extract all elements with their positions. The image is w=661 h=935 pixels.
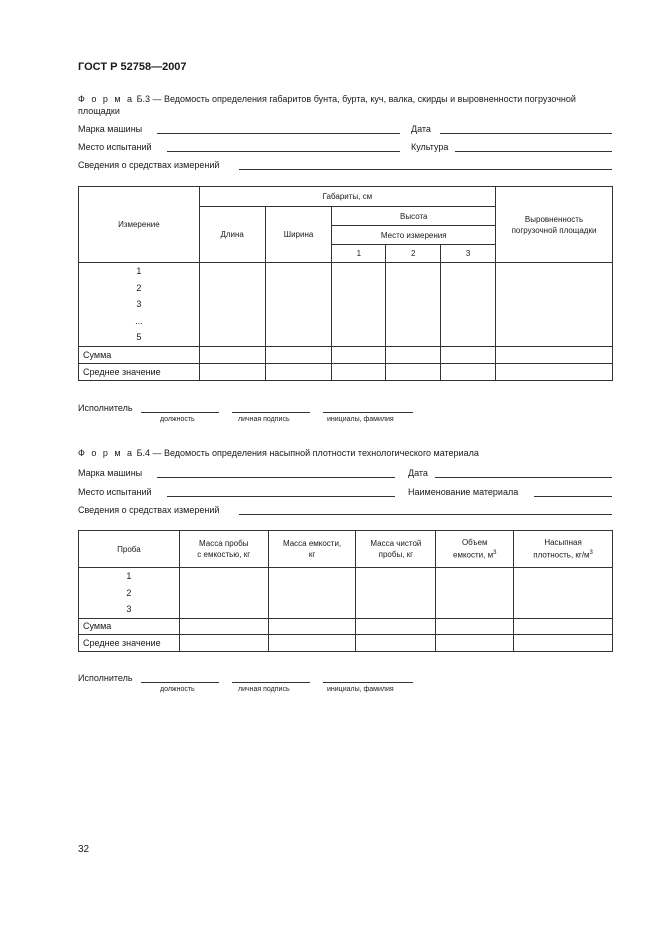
row-number: ... <box>135 315 143 326</box>
header-text: Масса пробы <box>199 539 249 548</box>
data-cell[interactable] <box>386 364 441 381</box>
data-cell[interactable] <box>514 618 613 634</box>
form-b4-date-label: Дата <box>408 468 428 478</box>
header-text: Насыпная <box>544 538 582 548</box>
data-cell[interactable] <box>199 347 265 364</box>
header-text: Объем <box>461 538 488 548</box>
header-text: кг <box>308 550 316 559</box>
data-cell[interactable] <box>268 568 356 619</box>
header-text: пробы, кг <box>378 550 414 559</box>
form-b4-instruments-field[interactable] <box>239 514 612 515</box>
form-b3-sign-caption: личная подпись <box>238 416 290 423</box>
data-cell[interactable] <box>265 347 332 364</box>
form-b3-title-text: Б.3 — Ведомость определения габаритов бунта, бурта, куч, валка, скирды и выровненности погрузочной <box>134 94 576 104</box>
form-b4-sign-field[interactable] <box>232 682 310 683</box>
data-cell[interactable] <box>496 364 613 381</box>
form-b3-title-line2: площадки <box>78 106 120 116</box>
row-numbers-cell <box>79 263 200 347</box>
row-number: 2 <box>126 587 132 598</box>
form-b4-machine-field[interactable] <box>157 477 395 478</box>
data-cell[interactable] <box>268 618 356 634</box>
page-number: 32 <box>78 844 90 855</box>
header-height: Высота <box>332 207 496 226</box>
data-cell[interactable] <box>514 634 613 651</box>
form-b3-position-caption: должность <box>160 416 195 423</box>
header-evenness-text: Выровненность погрузочной площадки <box>511 214 597 235</box>
header-container-mass <box>268 531 356 568</box>
data-cell[interactable] <box>265 364 332 381</box>
row-mean-label: Среднее значение <box>79 634 180 651</box>
data-cell[interactable] <box>265 263 332 347</box>
data-cell[interactable] <box>441 347 496 364</box>
form-b4-executor-label: Исполнитель <box>78 673 133 683</box>
data-cell[interactable] <box>514 568 613 619</box>
header-net-mass <box>356 531 436 568</box>
form-b4-title-text: Б.4 — Ведомость определения насыпной плотности технологического материала <box>134 448 479 458</box>
form-b3-instruments-label: Сведения о средствах измерений <box>78 160 220 170</box>
header-dimensions: Габариты, см <box>199 187 495 207</box>
form-b4-place-field[interactable] <box>167 496 395 497</box>
data-cell[interactable] <box>436 618 514 634</box>
header-place-of-measurement: Место измерения <box>332 226 496 245</box>
header-mass-with-container <box>179 531 268 568</box>
data-cell[interactable] <box>332 263 386 347</box>
header-text: Масса чистой <box>370 539 422 548</box>
form-b4-position-field[interactable] <box>141 682 219 683</box>
data-cell[interactable] <box>496 347 613 364</box>
form-b4-machine-label: Марка машины <box>78 468 143 478</box>
row-sum-label: Сумма <box>79 347 200 364</box>
form-b4-place-label: Место испытаний <box>78 487 152 497</box>
header-sample: Проба <box>79 531 180 568</box>
data-cell[interactable] <box>179 618 268 634</box>
header-width: Ширина <box>265 207 332 263</box>
row-mean-label: Среднее значение <box>79 364 200 381</box>
data-cell[interactable] <box>332 347 386 364</box>
row-numbers-cell <box>79 568 180 619</box>
data-cell[interactable] <box>199 364 265 381</box>
form-b3-place-label: Место испытаний <box>78 142 152 152</box>
form-b3-label: Ф о р м а <box>78 94 135 104</box>
data-cell[interactable] <box>356 634 436 651</box>
row-number: 3 <box>136 299 142 310</box>
form-b3-place-field[interactable] <box>167 151 400 152</box>
form-b3-name-field[interactable] <box>323 412 413 413</box>
form-b3-title <box>78 93 618 117</box>
header-measurement: Измерение <box>79 187 200 263</box>
data-cell[interactable] <box>268 634 356 651</box>
form-b3-executor-label: Исполнитель <box>78 403 133 413</box>
data-cell[interactable] <box>199 263 265 347</box>
header-sub-1: 1 <box>332 245 386 263</box>
data-cell[interactable] <box>179 634 268 651</box>
row-number: 5 <box>136 332 142 343</box>
form-b4-title <box>78 448 479 458</box>
data-cell[interactable] <box>356 568 436 619</box>
row-sum-label: Сумма <box>79 618 180 634</box>
data-cell[interactable] <box>441 263 496 347</box>
superscript: 3 <box>493 550 497 557</box>
row-number: 1 <box>126 571 132 581</box>
form-b4-table <box>78 530 613 652</box>
form-b4-date-field[interactable] <box>435 477 612 478</box>
data-cell[interactable] <box>332 364 386 381</box>
form-b3-table <box>78 186 613 381</box>
form-b3-machine-label: Марка машины <box>78 124 143 134</box>
header-volume <box>436 531 514 568</box>
header-sub-3: 3 <box>441 245 496 263</box>
header-text: с емкостью, кг <box>197 550 251 559</box>
header-text: Масса емкости, <box>282 539 342 548</box>
form-b3-position-field[interactable] <box>141 412 219 413</box>
document-title: ГОСТ Р 52758—2007 <box>78 61 187 73</box>
form-b3-date-field[interactable] <box>440 133 612 134</box>
form-b4-material-label: Наименование материала <box>408 487 519 497</box>
form-b3-crop-label: Культура <box>411 142 449 152</box>
header-length: Длина <box>199 207 265 263</box>
form-b3-instruments-field[interactable] <box>239 169 612 170</box>
row-number: 2 <box>136 282 142 293</box>
data-cell[interactable] <box>441 364 496 381</box>
form-b3-crop-field[interactable] <box>455 151 612 152</box>
form-b4-label: Ф о р м а <box>78 448 135 458</box>
header-sub-2: 2 <box>386 245 441 263</box>
data-cell[interactable] <box>356 618 436 634</box>
data-cell[interactable] <box>386 347 441 364</box>
header-evenness <box>496 187 613 263</box>
form-b3-date-label: Дата <box>411 124 431 134</box>
data-cell[interactable] <box>179 568 268 619</box>
data-cell[interactable] <box>386 263 441 347</box>
header-density <box>514 531 613 568</box>
form-b3-name-caption: инициалы, фамилия <box>327 416 394 423</box>
form-b3-sign-field[interactable] <box>232 412 310 413</box>
data-cell[interactable] <box>436 634 514 651</box>
form-b4-name-caption: инициалы, фамилия <box>327 686 394 693</box>
header-text: плотность, кг/м <box>533 550 590 560</box>
form-b4-position-caption: должность <box>160 686 195 693</box>
form-b3-machine-field[interactable] <box>157 133 400 134</box>
row-number: 3 <box>126 604 132 614</box>
form-b4-sign-caption: личная подпись <box>238 686 290 693</box>
data-cell[interactable] <box>436 568 514 619</box>
form-b4-material-field[interactable] <box>534 496 612 497</box>
superscript: 3 <box>589 550 593 557</box>
form-b4-instruments-label: Сведения о средствах измерений <box>78 505 220 515</box>
row-number: 1 <box>136 266 142 277</box>
data-cell[interactable] <box>496 263 613 347</box>
form-b4-name-field[interactable] <box>323 682 413 683</box>
header-text: емкости, м <box>453 550 494 560</box>
